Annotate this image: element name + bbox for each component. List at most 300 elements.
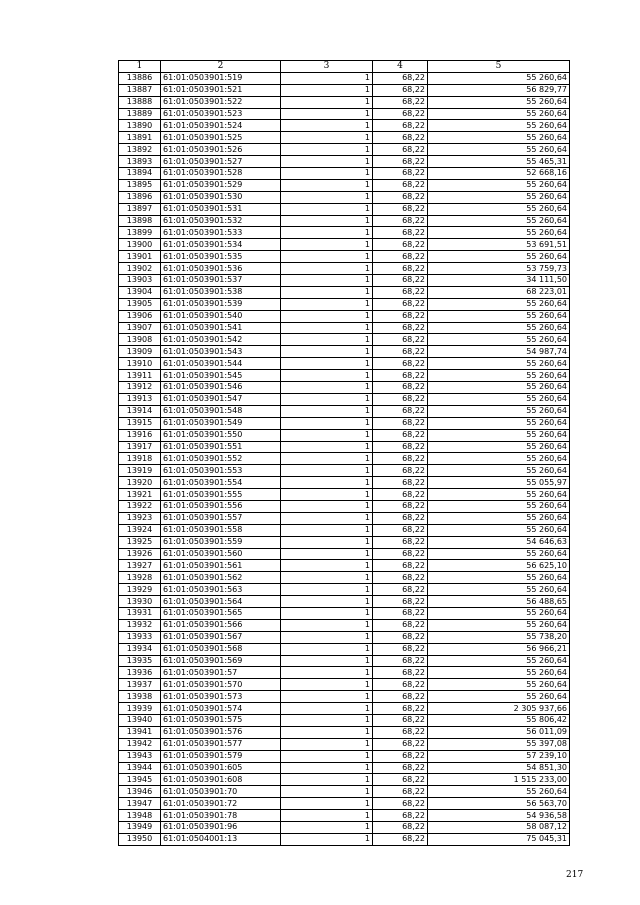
cadastral-number-cell: 61:01:0503901:519 bbox=[161, 72, 281, 84]
quantity-cell: 1 bbox=[281, 786, 373, 798]
cadastral-number-cell: 61:01:0503901:569 bbox=[161, 655, 281, 667]
quantity-cell: 1 bbox=[281, 477, 373, 489]
value-cell: 55 260,64 bbox=[428, 786, 570, 798]
cadastral-number-cell: 61:01:0503901:562 bbox=[161, 572, 281, 584]
area-cell: 68,22 bbox=[373, 738, 428, 750]
quantity-cell: 1 bbox=[281, 453, 373, 465]
row-number-cell: 13888 bbox=[119, 96, 161, 108]
cadastral-number-cell: 61:01:0503901:529 bbox=[161, 179, 281, 191]
cadastral-number-cell: 61:01:0503901:542 bbox=[161, 334, 281, 346]
quantity-cell: 1 bbox=[281, 512, 373, 524]
value-cell: 55 260,64 bbox=[428, 524, 570, 536]
row-number-cell: 13941 bbox=[119, 726, 161, 738]
value-cell: 55 260,64 bbox=[428, 132, 570, 144]
quantity-cell: 1 bbox=[281, 584, 373, 596]
table-row bbox=[119, 584, 570, 596]
table-row bbox=[119, 429, 570, 441]
value-cell: 54 851,30 bbox=[428, 762, 570, 774]
table-row bbox=[119, 346, 570, 358]
cadastral-number-cell: 61:01:0503901:531 bbox=[161, 203, 281, 215]
quantity-cell: 1 bbox=[281, 96, 373, 108]
quantity-cell: 1 bbox=[281, 655, 373, 667]
cadastral-number-cell: 61:01:0503901:541 bbox=[161, 322, 281, 334]
cadastral-number-cell: 61:01:0503901:78 bbox=[161, 810, 281, 822]
area-cell: 68,22 bbox=[373, 334, 428, 346]
cadastral-number-cell: 61:01:0503901:558 bbox=[161, 524, 281, 536]
quantity-cell: 1 bbox=[281, 548, 373, 560]
cadastral-number-cell: 61:01:0503901:72 bbox=[161, 798, 281, 810]
row-number-cell: 13910 bbox=[119, 358, 161, 370]
quantity-cell: 1 bbox=[281, 144, 373, 156]
area-cell: 68,22 bbox=[373, 96, 428, 108]
quantity-cell: 1 bbox=[281, 203, 373, 215]
row-number-cell: 13919 bbox=[119, 465, 161, 477]
value-cell: 55 055,97 bbox=[428, 477, 570, 489]
row-number-cell: 13930 bbox=[119, 596, 161, 608]
cadastral-number-cell: 61:01:0503901:544 bbox=[161, 358, 281, 370]
table-row bbox=[119, 631, 570, 643]
quantity-cell: 1 bbox=[281, 405, 373, 417]
quantity-cell: 1 bbox=[281, 703, 373, 715]
row-number-cell: 13926 bbox=[119, 548, 161, 560]
cadastral-number-cell: 61:01:0503901:565 bbox=[161, 607, 281, 619]
value-cell: 55 260,64 bbox=[428, 310, 570, 322]
quantity-cell: 1 bbox=[281, 191, 373, 203]
table-row bbox=[119, 84, 570, 96]
quantity-cell: 1 bbox=[281, 156, 373, 168]
cadastral-number-cell: 61:01:0503901:559 bbox=[161, 536, 281, 548]
table-row bbox=[119, 810, 570, 822]
quantity-cell: 1 bbox=[281, 72, 373, 84]
row-number-cell: 13947 bbox=[119, 798, 161, 810]
table-row bbox=[119, 286, 570, 298]
row-number-cell: 13933 bbox=[119, 631, 161, 643]
area-cell: 68,22 bbox=[373, 655, 428, 667]
quantity-cell: 1 bbox=[281, 263, 373, 275]
value-cell: 55 806,42 bbox=[428, 714, 570, 726]
value-cell: 55 260,64 bbox=[428, 691, 570, 703]
row-number-cell: 13886 bbox=[119, 72, 161, 84]
value-cell: 55 260,64 bbox=[428, 227, 570, 239]
value-cell: 55 260,64 bbox=[428, 512, 570, 524]
row-number-cell: 13949 bbox=[119, 822, 161, 834]
value-cell: 55 260,64 bbox=[428, 584, 570, 596]
table-row bbox=[119, 179, 570, 191]
cadastral-number-cell: 61:01:0503901:605 bbox=[161, 762, 281, 774]
cadastral-number-cell: 61:01:0503901:532 bbox=[161, 215, 281, 227]
quantity-cell: 1 bbox=[281, 334, 373, 346]
table-row bbox=[119, 108, 570, 120]
table-row bbox=[119, 168, 570, 180]
row-number-cell: 13939 bbox=[119, 703, 161, 715]
area-cell: 68,22 bbox=[373, 370, 428, 382]
row-number-cell: 13914 bbox=[119, 405, 161, 417]
column-header: 5 bbox=[428, 61, 570, 73]
table-row bbox=[119, 798, 570, 810]
row-number-cell: 13911 bbox=[119, 370, 161, 382]
quantity-cell: 1 bbox=[281, 251, 373, 263]
cadastral-number-cell: 61:01:0503901:539 bbox=[161, 298, 281, 310]
quantity-cell: 1 bbox=[281, 417, 373, 429]
area-cell: 68,22 bbox=[373, 203, 428, 215]
area-cell: 68,22 bbox=[373, 227, 428, 239]
quantity-cell: 1 bbox=[281, 382, 373, 394]
area-cell: 68,22 bbox=[373, 560, 428, 572]
row-number-cell: 13925 bbox=[119, 536, 161, 548]
quantity-cell: 1 bbox=[281, 168, 373, 180]
quantity-cell: 1 bbox=[281, 631, 373, 643]
quantity-cell: 1 bbox=[281, 84, 373, 96]
value-cell: 55 260,64 bbox=[428, 572, 570, 584]
area-cell: 68,22 bbox=[373, 191, 428, 203]
row-number-cell: 13923 bbox=[119, 512, 161, 524]
value-cell: 55 260,64 bbox=[428, 108, 570, 120]
row-number-cell: 13887 bbox=[119, 84, 161, 96]
table-row bbox=[119, 322, 570, 334]
cadastral-number-cell: 61:01:0503901:543 bbox=[161, 346, 281, 358]
table-row bbox=[119, 144, 570, 156]
row-number-cell: 13937 bbox=[119, 679, 161, 691]
cadastral-number-cell: 61:01:0503901:525 bbox=[161, 132, 281, 144]
value-cell: 56 488,65 bbox=[428, 596, 570, 608]
value-cell: 55 465,31 bbox=[428, 156, 570, 168]
quantity-cell: 1 bbox=[281, 500, 373, 512]
area-cell: 68,22 bbox=[373, 263, 428, 275]
area-cell: 68,22 bbox=[373, 500, 428, 512]
quantity-cell: 1 bbox=[281, 679, 373, 691]
cadastral-number-cell: 61:01:0503901:608 bbox=[161, 774, 281, 786]
data-table bbox=[118, 60, 570, 846]
area-cell: 68,22 bbox=[373, 548, 428, 560]
table-row bbox=[119, 500, 570, 512]
table-row bbox=[119, 703, 570, 715]
header-row bbox=[119, 61, 570, 73]
value-cell: 55 397,08 bbox=[428, 738, 570, 750]
area-cell: 68,22 bbox=[373, 453, 428, 465]
row-number-cell: 13950 bbox=[119, 833, 161, 845]
quantity-cell: 1 bbox=[281, 215, 373, 227]
value-cell: 55 260,64 bbox=[428, 251, 570, 263]
row-number-cell: 13934 bbox=[119, 643, 161, 655]
area-cell: 68,22 bbox=[373, 429, 428, 441]
row-number-cell: 13940 bbox=[119, 714, 161, 726]
table-row bbox=[119, 263, 570, 275]
area-cell: 68,22 bbox=[373, 144, 428, 156]
row-number-cell: 13927 bbox=[119, 560, 161, 572]
row-number-cell: 13895 bbox=[119, 179, 161, 191]
cadastral-number-cell: 61:01:0503901:556 bbox=[161, 500, 281, 512]
area-cell: 68,22 bbox=[373, 108, 428, 120]
area-cell: 68,22 bbox=[373, 524, 428, 536]
table-row bbox=[119, 405, 570, 417]
cadastral-number-cell: 61:01:0503901:96 bbox=[161, 822, 281, 834]
quantity-cell: 1 bbox=[281, 798, 373, 810]
table-row bbox=[119, 417, 570, 429]
cadastral-number-cell: 61:01:0503901:563 bbox=[161, 584, 281, 596]
table-row bbox=[119, 382, 570, 394]
row-number-cell: 13900 bbox=[119, 239, 161, 251]
table-row bbox=[119, 667, 570, 679]
table-row bbox=[119, 227, 570, 239]
quantity-cell: 1 bbox=[281, 298, 373, 310]
area-cell: 68,22 bbox=[373, 762, 428, 774]
cadastral-number-cell: 61:01:0503901:526 bbox=[161, 144, 281, 156]
row-number-cell: 13906 bbox=[119, 310, 161, 322]
area-cell: 68,22 bbox=[373, 631, 428, 643]
value-cell: 58 087,12 bbox=[428, 822, 570, 834]
table-row bbox=[119, 786, 570, 798]
column-header: 1 bbox=[119, 61, 161, 73]
table-row bbox=[119, 310, 570, 322]
row-number-cell: 13938 bbox=[119, 691, 161, 703]
table-row bbox=[119, 774, 570, 786]
table-row bbox=[119, 726, 570, 738]
table-row bbox=[119, 714, 570, 726]
row-number-cell: 13935 bbox=[119, 655, 161, 667]
row-number-cell: 13948 bbox=[119, 810, 161, 822]
quantity-cell: 1 bbox=[281, 762, 373, 774]
area-cell: 68,22 bbox=[373, 584, 428, 596]
quantity-cell: 1 bbox=[281, 227, 373, 239]
page-number: 217 bbox=[566, 870, 584, 880]
area-cell: 68,22 bbox=[373, 215, 428, 227]
table-row bbox=[119, 607, 570, 619]
table-row bbox=[119, 655, 570, 667]
cadastral-number-cell: 61:01:0503901:555 bbox=[161, 489, 281, 501]
area-cell: 68,22 bbox=[373, 536, 428, 548]
value-cell: 55 260,64 bbox=[428, 393, 570, 405]
cadastral-number-cell: 61:01:0503901:579 bbox=[161, 750, 281, 762]
value-cell: 56 966,21 bbox=[428, 643, 570, 655]
cadastral-number-cell: 61:01:0503901:534 bbox=[161, 239, 281, 251]
table-row bbox=[119, 275, 570, 287]
value-cell: 55 260,64 bbox=[428, 679, 570, 691]
value-cell: 55 260,64 bbox=[428, 619, 570, 631]
area-cell: 68,22 bbox=[373, 465, 428, 477]
table-row bbox=[119, 156, 570, 168]
quantity-cell: 1 bbox=[281, 179, 373, 191]
row-number-cell: 13920 bbox=[119, 477, 161, 489]
area-cell: 68,22 bbox=[373, 322, 428, 334]
value-cell: 53 691,51 bbox=[428, 239, 570, 251]
area-cell: 68,22 bbox=[373, 286, 428, 298]
area-cell: 68,22 bbox=[373, 596, 428, 608]
quantity-cell: 1 bbox=[281, 393, 373, 405]
table-row bbox=[119, 548, 570, 560]
table-row bbox=[119, 822, 570, 834]
area-cell: 68,22 bbox=[373, 786, 428, 798]
table-row bbox=[119, 251, 570, 263]
value-cell: 56 625,10 bbox=[428, 560, 570, 572]
table-row bbox=[119, 239, 570, 251]
value-cell: 54 646,63 bbox=[428, 536, 570, 548]
value-cell: 52 668,16 bbox=[428, 168, 570, 180]
table-row bbox=[119, 370, 570, 382]
row-number-cell: 13928 bbox=[119, 572, 161, 584]
quantity-cell: 1 bbox=[281, 596, 373, 608]
row-number-cell: 13904 bbox=[119, 286, 161, 298]
area-cell: 68,22 bbox=[373, 798, 428, 810]
column-header: 3 bbox=[281, 61, 373, 73]
table-row bbox=[119, 536, 570, 548]
cadastral-number-cell: 61:01:0503901:567 bbox=[161, 631, 281, 643]
row-number-cell: 13942 bbox=[119, 738, 161, 750]
cadastral-number-cell: 61:01:0503901:522 bbox=[161, 96, 281, 108]
quantity-cell: 1 bbox=[281, 714, 373, 726]
value-cell: 55 260,64 bbox=[428, 358, 570, 370]
table-row bbox=[119, 72, 570, 84]
value-cell: 55 260,64 bbox=[428, 607, 570, 619]
quantity-cell: 1 bbox=[281, 607, 373, 619]
quantity-cell: 1 bbox=[281, 691, 373, 703]
column-header: 4 bbox=[373, 61, 428, 73]
quantity-cell: 1 bbox=[281, 726, 373, 738]
area-cell: 68,22 bbox=[373, 619, 428, 631]
area-cell: 68,22 bbox=[373, 358, 428, 370]
area-cell: 68,22 bbox=[373, 156, 428, 168]
row-number-cell: 13913 bbox=[119, 393, 161, 405]
area-cell: 68,22 bbox=[373, 120, 428, 132]
cadastral-number-cell: 61:01:0503901:575 bbox=[161, 714, 281, 726]
row-number-cell: 13917 bbox=[119, 441, 161, 453]
row-number-cell: 13912 bbox=[119, 382, 161, 394]
cadastral-number-cell: 61:01:0503901:552 bbox=[161, 453, 281, 465]
cadastral-number-cell: 61:01:0503901:536 bbox=[161, 263, 281, 275]
area-cell: 68,22 bbox=[373, 168, 428, 180]
row-number-cell: 13891 bbox=[119, 132, 161, 144]
value-cell: 55 260,64 bbox=[428, 215, 570, 227]
row-number-cell: 13943 bbox=[119, 750, 161, 762]
cadastral-number-cell: 61:01:0503901:521 bbox=[161, 84, 281, 96]
area-cell: 68,22 bbox=[373, 822, 428, 834]
table-row bbox=[119, 453, 570, 465]
quantity-cell: 1 bbox=[281, 441, 373, 453]
cadastral-number-cell: 61:01:0503901:537 bbox=[161, 275, 281, 287]
quantity-cell: 1 bbox=[281, 120, 373, 132]
area-cell: 68,22 bbox=[373, 703, 428, 715]
quantity-cell: 1 bbox=[281, 239, 373, 251]
quantity-cell: 1 bbox=[281, 572, 373, 584]
table-row bbox=[119, 477, 570, 489]
value-cell: 55 260,64 bbox=[428, 144, 570, 156]
table-row bbox=[119, 120, 570, 132]
cadastral-number-cell: 61:01:0503901:548 bbox=[161, 405, 281, 417]
row-number-cell: 13899 bbox=[119, 227, 161, 239]
row-number-cell: 13918 bbox=[119, 453, 161, 465]
area-cell: 68,22 bbox=[373, 251, 428, 263]
quantity-cell: 1 bbox=[281, 524, 373, 536]
quantity-cell: 1 bbox=[281, 108, 373, 120]
quantity-cell: 1 bbox=[281, 286, 373, 298]
quantity-cell: 1 bbox=[281, 560, 373, 572]
row-number-cell: 13915 bbox=[119, 417, 161, 429]
table-row bbox=[119, 132, 570, 144]
cadastral-number-cell: 61:01:0503901:550 bbox=[161, 429, 281, 441]
table-row bbox=[119, 393, 570, 405]
area-cell: 68,22 bbox=[373, 346, 428, 358]
table-row bbox=[119, 833, 570, 845]
cadastral-number-cell: 61:01:0503901:70 bbox=[161, 786, 281, 798]
value-cell: 56 563,70 bbox=[428, 798, 570, 810]
area-cell: 68,22 bbox=[373, 298, 428, 310]
value-cell: 55 260,64 bbox=[428, 334, 570, 346]
value-cell: 55 260,64 bbox=[428, 655, 570, 667]
cadastral-number-cell: 61:01:0503901:523 bbox=[161, 108, 281, 120]
cadastral-number-cell: 61:01:0503901:551 bbox=[161, 441, 281, 453]
cadastral-number-cell: 61:01:0503901:577 bbox=[161, 738, 281, 750]
value-cell: 53 759,73 bbox=[428, 263, 570, 275]
value-cell: 1 515 233,00 bbox=[428, 774, 570, 786]
quantity-cell: 1 bbox=[281, 132, 373, 144]
value-cell: 68 223,01 bbox=[428, 286, 570, 298]
quantity-cell: 1 bbox=[281, 738, 373, 750]
row-number-cell: 13944 bbox=[119, 762, 161, 774]
row-number-cell: 13905 bbox=[119, 298, 161, 310]
area-cell: 68,22 bbox=[373, 572, 428, 584]
area-cell: 68,22 bbox=[373, 607, 428, 619]
table-row bbox=[119, 441, 570, 453]
area-cell: 68,22 bbox=[373, 714, 428, 726]
quantity-cell: 1 bbox=[281, 822, 373, 834]
quantity-cell: 1 bbox=[281, 465, 373, 477]
table-row bbox=[119, 738, 570, 750]
value-cell: 55 260,64 bbox=[428, 489, 570, 501]
table-row bbox=[119, 358, 570, 370]
value-cell: 55 260,64 bbox=[428, 120, 570, 132]
area-cell: 68,22 bbox=[373, 393, 428, 405]
cadastral-number-cell: 61:01:0503901:564 bbox=[161, 596, 281, 608]
area-cell: 68,22 bbox=[373, 810, 428, 822]
table-body bbox=[119, 72, 570, 845]
cadastral-number-cell: 61:01:0503901:554 bbox=[161, 477, 281, 489]
table-row bbox=[119, 334, 570, 346]
quantity-cell: 1 bbox=[281, 429, 373, 441]
cadastral-number-cell: 61:01:0503901:530 bbox=[161, 191, 281, 203]
table-row bbox=[119, 96, 570, 108]
value-cell: 55 738,20 bbox=[428, 631, 570, 643]
table-row bbox=[119, 465, 570, 477]
value-cell: 55 260,64 bbox=[428, 405, 570, 417]
cadastral-number-cell: 61:01:0503901:574 bbox=[161, 703, 281, 715]
value-cell: 55 260,64 bbox=[428, 298, 570, 310]
quantity-cell: 1 bbox=[281, 275, 373, 287]
row-number-cell: 13909 bbox=[119, 346, 161, 358]
area-cell: 68,22 bbox=[373, 643, 428, 655]
quantity-cell: 1 bbox=[281, 774, 373, 786]
cadastral-number-cell: 61:01:0503901:527 bbox=[161, 156, 281, 168]
row-number-cell: 13907 bbox=[119, 322, 161, 334]
row-number-cell: 13889 bbox=[119, 108, 161, 120]
row-number-cell: 13892 bbox=[119, 144, 161, 156]
value-cell: 55 260,64 bbox=[428, 382, 570, 394]
row-number-cell: 13932 bbox=[119, 619, 161, 631]
table-row bbox=[119, 203, 570, 215]
value-cell: 55 260,64 bbox=[428, 370, 570, 382]
row-number-cell: 13946 bbox=[119, 786, 161, 798]
table-row bbox=[119, 560, 570, 572]
value-cell: 54 987,74 bbox=[428, 346, 570, 358]
value-cell: 55 260,64 bbox=[428, 203, 570, 215]
area-cell: 68,22 bbox=[373, 441, 428, 453]
area-cell: 68,22 bbox=[373, 84, 428, 96]
cadastral-number-cell: 61:01:0503901:553 bbox=[161, 465, 281, 477]
quantity-cell: 1 bbox=[281, 346, 373, 358]
row-number-cell: 13916 bbox=[119, 429, 161, 441]
table-row bbox=[119, 191, 570, 203]
row-number-cell: 13936 bbox=[119, 667, 161, 679]
table-row bbox=[119, 524, 570, 536]
row-number-cell: 13908 bbox=[119, 334, 161, 346]
